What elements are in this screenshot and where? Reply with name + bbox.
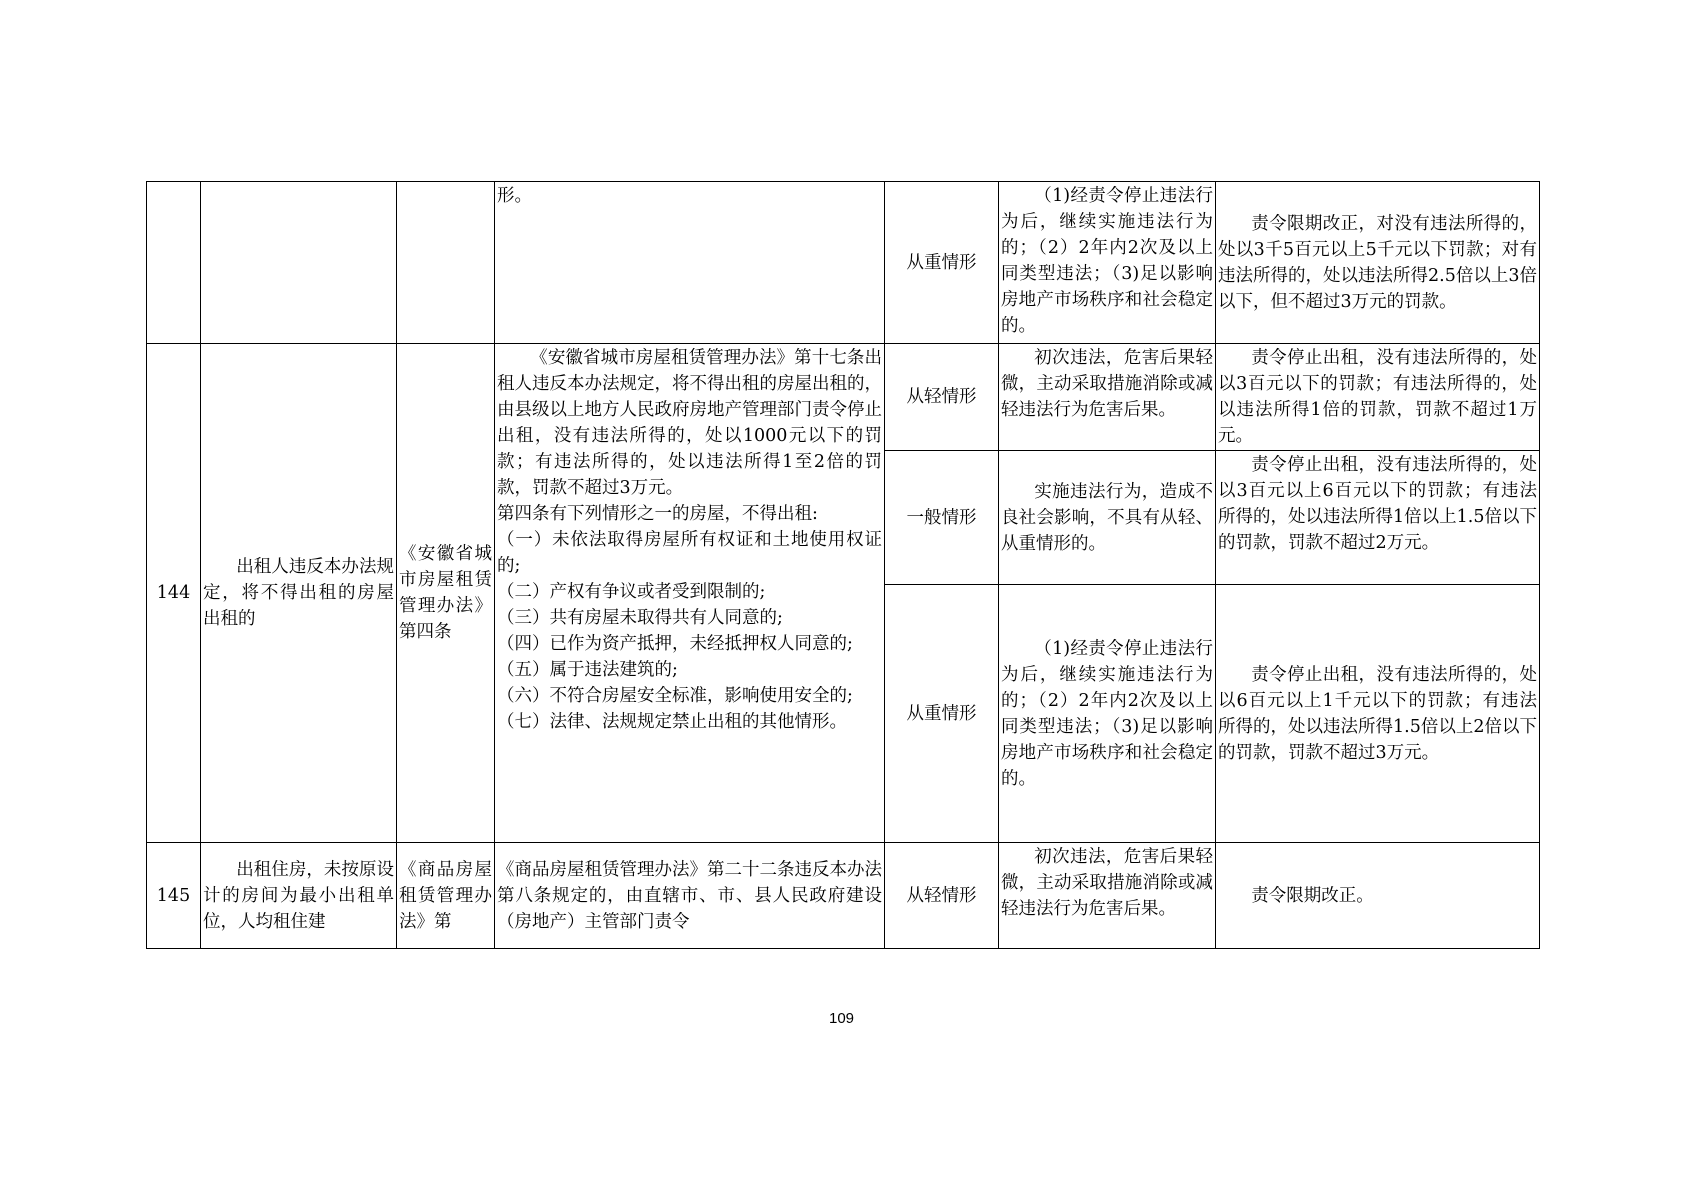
row-number-cell [147,182,201,344]
penalty-provision-cell: 《安徽省城市房屋租赁管理办法》第十七条出租人违反本办法规定，将不得出租的房屋出租的，由县级以上地方人民政府房地产管理部门责令停止出租，没有违法所得的，处以1000元以下的罚款；有违法所得的，处以违法所得1至2倍的罚款，罚款不超过3万元。 第四条有下列情形之一的房屋，不得出租: （一）未依法取得房屋所有权证和土地使用权证的; （二）产权有争议或者受到限制的; （三）共有房屋未取得共有人同意的; （四）已作为资产抵押，未经抵押权人同意的; （五）属于违法建筑的; （六）不符合房屋安全标准，影响使用安全的; （七）法律、法规规定禁止出租的其他情形。 [495,344,885,843]
violation-case-cell: 出租人违反本办法规定，将不得出租的房屋出租的 [201,344,397,843]
discretion-penalty-cell: 责令停止出租，没有违法所得的，处以6百元以上1千元以下的罚款；有违法所得的，处以违法所得1.5倍以上2倍以下的罚款，罚款不超过3万元。 [1216,585,1540,843]
severity-level-cell: 从重情形 [885,182,999,344]
penalty-provision-cell: 《商品房屋租赁管理办法》第二十二条违反本办法第八条规定的，由直辖市、市、县人民政府建设（房地产）主管部门责令 [495,843,885,949]
circumstance-cell: （1)经责令停止违法行为后，继续实施违法行为的；（2）2年内2次及以上同类型违法；（3)足以影响房地产市场秩序和社会稳定的。 [999,182,1216,344]
legal-basis-cell: 《安徽省城市房屋租赁管理办法》第四条 [397,344,495,843]
circumstance-cell: （1)经责令停止违法行为后，继续实施违法行为的；（2）2年内2次及以上同类型违法；（3)足以影响房地产市场秩序和社会稳定的。 [999,585,1216,843]
violation-case-cell [201,182,397,344]
discretion-penalty-cell: 责令限期改正，对没有违法所得的，处以3千5百元以上5千元以下罚款；对有违法所得的，处以违法所得2.5倍以上3倍以下，但不超过3万元的罚款。 [1216,182,1540,344]
page-number: 109 [828,1010,855,1027]
table-row [147,344,1540,451]
penalty-provision-cell: 形。 [495,182,885,344]
table-row [147,182,1540,344]
severity-level-cell: 一般情形 [885,451,999,585]
row-number-cell: 145 [147,843,201,949]
table-row [147,843,1540,949]
discretion-penalty-cell: 责令停止出租，没有违法所得的，处以3百元以下的罚款；有违法所得的，处以违法所得1倍的罚款，罚款不超过1万元。 [1216,344,1540,451]
circumstance-cell: 初次违法，危害后果轻微，主动采取措施消除或减轻违法行为危害后果。 [999,344,1216,451]
discretion-penalty-cell: 责令停止出租，没有违法所得的，处以3百元以上6百元以下的罚款；有违法所得的，处以违法所得1倍以上1.5倍以下的罚款，罚款不超过2万元。 [1216,451,1540,585]
row-number-cell: 144 [147,344,201,843]
discretion-penalty-cell: 责令限期改正。 [1216,843,1540,949]
severity-level-cell: 从重情形 [885,585,999,843]
penalty-standards-table [146,181,1540,949]
circumstance-cell: 实施违法行为，造成不良社会影响，不具有从轻、从重情形的。 [999,451,1216,585]
legal-basis-cell [397,182,495,344]
severity-level-cell: 从轻情形 [885,843,999,949]
legal-basis-cell: 《商品房屋租赁管理办法》第 [397,843,495,949]
severity-level-cell: 从轻情形 [885,344,999,451]
violation-case-cell: 出租住房，未按原设计的房间为最小出租单位，人均租住建 [201,843,397,949]
circumstance-cell: 初次违法，危害后果轻微，主动采取措施消除或减轻违法行为危害后果。 [999,843,1216,949]
